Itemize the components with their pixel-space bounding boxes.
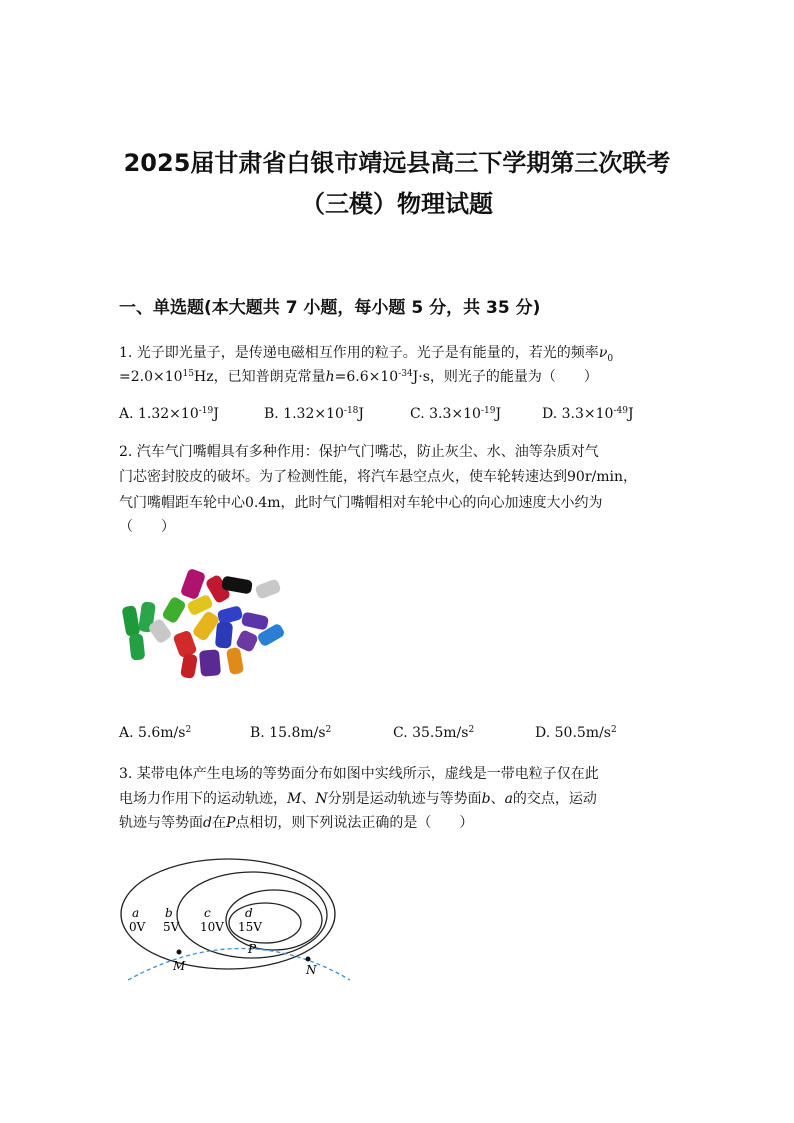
q2-line2: 门芯密封胶皮的破坏。为了检测性能，将汽车悬空点火，使车轮转速达到90r/min， xyxy=(119,469,637,485)
q1-option-b[interactable]: B. $1.32\times 10^{-18}J$ xyxy=(264,406,365,422)
q2-line3: 气门嘴帽距车轮中心0.4m，此时气门嘴帽相对车轮中心的向心加速度大小约为 xyxy=(119,495,603,511)
volt-c: 10V xyxy=(200,920,224,934)
q2-line4: （ ） xyxy=(119,519,175,535)
q1-option-a[interactable]: A. $1.32\times 10^{-19}J$ xyxy=(119,406,219,422)
label-b: b xyxy=(165,906,173,920)
q2-option-d[interactable]: D. $50.5m/s^2$ xyxy=(535,725,617,741)
q1-line1: 1. 光子即光量子，是传递电磁相互作用的粒子。光子是有能量的，若光的频率$\nu_0$ xyxy=(119,345,614,364)
equipotential-a xyxy=(121,859,335,969)
label-a: a xyxy=(132,906,140,920)
particle-trajectory xyxy=(128,949,350,981)
volt-b: 5V xyxy=(163,920,180,934)
valve-cap-cluster xyxy=(122,568,286,679)
q1-option-d[interactable]: D. $3.3\times 10^{-49}J$ xyxy=(542,406,634,422)
volt-d: 15V xyxy=(238,920,262,934)
label-m: M xyxy=(173,959,186,973)
q2-option-b[interactable]: B. $15.8m/s^2$ xyxy=(250,725,332,741)
q2-option-a[interactable]: A. $5.6m/s^2$ xyxy=(119,725,192,741)
q3-line3: 轨迹与等势面d在P点相切，则下列说法正确的是（ ） xyxy=(119,815,474,831)
label-d: d xyxy=(245,906,253,920)
q1-line2: $=2.0\times 10^{15}Hz$，已知普朗克常量$h=6.6\times 10^{-34}J\cdot s$，则光子的能量为（ ） xyxy=(119,369,598,385)
page-title-line2: （三模）物理试题 xyxy=(301,190,493,218)
q3-line1: 3. 某带电体产生电场的等势面分布如图中实线所示，虚线是一带电粒子仅在此 xyxy=(119,766,599,782)
section-heading: 一、单选题(本大题共 7 小题，每小题 5 分，共 35 分) xyxy=(119,298,541,318)
page-title-line1: 2025届甘肃省白银市靖远县高三下学期第三次联考 xyxy=(123,149,671,177)
label-c: c xyxy=(204,906,211,920)
point-n-dot xyxy=(306,957,311,962)
q2-option-c[interactable]: C. $35.5m/s^2$ xyxy=(393,725,475,741)
q3-line2: 电场力作用下的运动轨迹，M、N分别是运动轨迹与等势面b、a的交点，运动 xyxy=(119,791,597,807)
equipotential-diagram xyxy=(118,856,358,986)
q1-option-c[interactable]: C. $3.3\times 10^{-19}J$ xyxy=(410,406,502,422)
label-n: N xyxy=(306,963,317,977)
volt-a: 0V xyxy=(129,920,146,934)
valve-caps-image xyxy=(118,562,288,687)
label-p: P xyxy=(248,942,257,956)
q2-line1: 2. 汽车气门嘴帽具有多种作用：保护气门嘴芯，防止灰尘、水、油等杂质对气 xyxy=(119,444,599,460)
point-m-dot xyxy=(177,950,182,955)
